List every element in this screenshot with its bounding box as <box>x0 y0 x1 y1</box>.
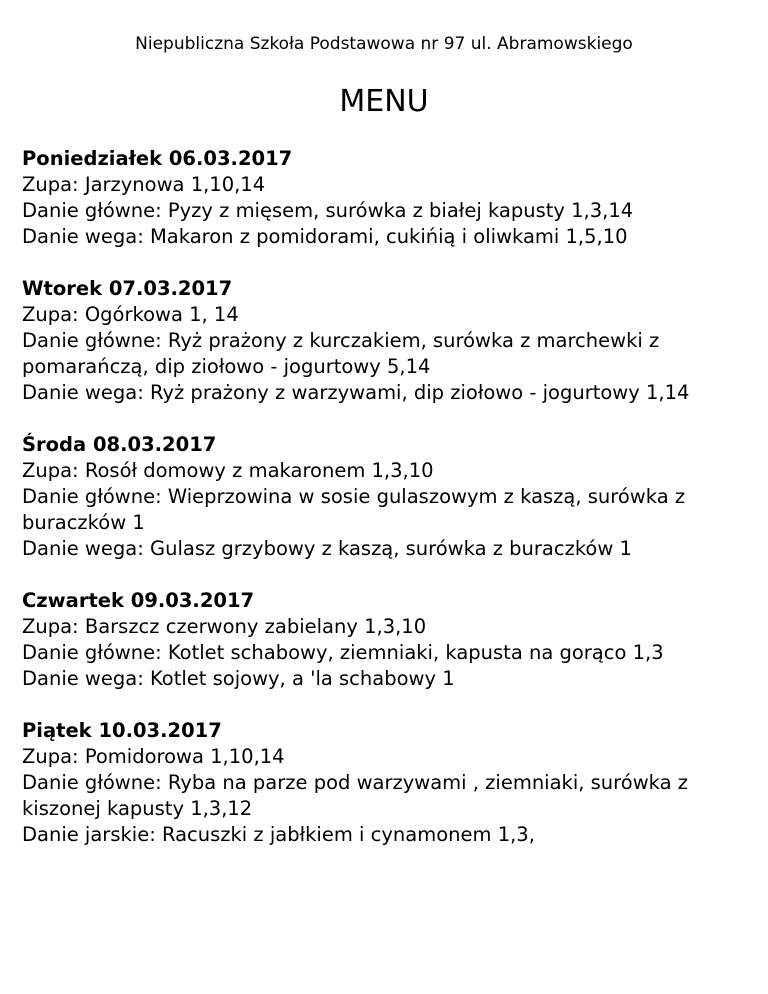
vegan-dish-line: Danie wega: Makaron z pomidorami, cukińią i oliwkami 1,5,10 <box>22 225 628 248</box>
school-name: Niepubliczna Szkoła Podstawowa nr 97 ul. Abramowskiego <box>135 34 633 54</box>
day-friday <box>22 718 750 848</box>
main-dish-line: Danie główne: Ryba na parze pod warzywami , ziemniaki, surówka z kiszonej kapusty 1,3,12 <box>22 771 688 820</box>
main-dish-line: Danie główne: Ryż prażony z kurczakiem, surówka z marchewki z pomarańczą, dip ziołowo - jogurtowy 5,14 <box>22 329 660 378</box>
day-wednesday <box>22 432 750 562</box>
menu-days <box>22 146 750 874</box>
day-heading: Środa 08.03.2017 <box>22 433 217 456</box>
soup-line: Zupa: Barszcz czerwony zabielany 1,3,10 <box>22 615 427 638</box>
soup-line: Zupa: Ogórkowa 1, 14 <box>22 303 239 326</box>
day-tuesday <box>22 276 750 406</box>
day-monday <box>22 146 750 250</box>
soup-line: Zupa: Jarzynowa 1,10,14 <box>22 173 266 196</box>
day-heading: Czwartek 09.03.2017 <box>22 589 255 612</box>
day-heading: Poniedziałek 06.03.2017 <box>22 147 293 170</box>
main-dish-line: Danie główne: Pyzy z mięsem, surówka z białej kapusty 1,3,14 <box>22 199 634 222</box>
vegan-dish-line: Danie wega: Gulasz grzybowy z kaszą, surówka z buraczków 1 <box>22 537 632 560</box>
main-dish-line: Danie główne: Kotlet schabowy, ziemniaki, kapusta na gorąco 1,3 <box>22 641 664 664</box>
day-heading: Piątek 10.03.2017 <box>22 719 222 742</box>
soup-line: Zupa: Pomidorowa 1,10,14 <box>22 745 285 768</box>
soup-line: Zupa: Rosół domowy z makaronem 1,3,10 <box>22 459 434 482</box>
day-heading: Wtorek 07.03.2017 <box>22 277 233 300</box>
day-thursday <box>22 588 750 692</box>
vegetarian-dish-line: Danie jarskie: Racuszki z jabłkiem i cynamonem 1,3, <box>22 823 535 846</box>
page-title: MENU <box>339 84 429 119</box>
vegan-dish-line: Danie wega: Kotlet sojowy, a 'la schabowy 1 <box>22 667 455 690</box>
main-dish-line: Danie główne: Wieprzowina w sosie gulaszowym z kaszą, surówka z buraczków 1 <box>22 485 686 534</box>
vegan-dish-line: Danie wega: Ryż prażony z warzywami, dip ziołowo - jogurtowy 1,14 <box>22 381 690 404</box>
